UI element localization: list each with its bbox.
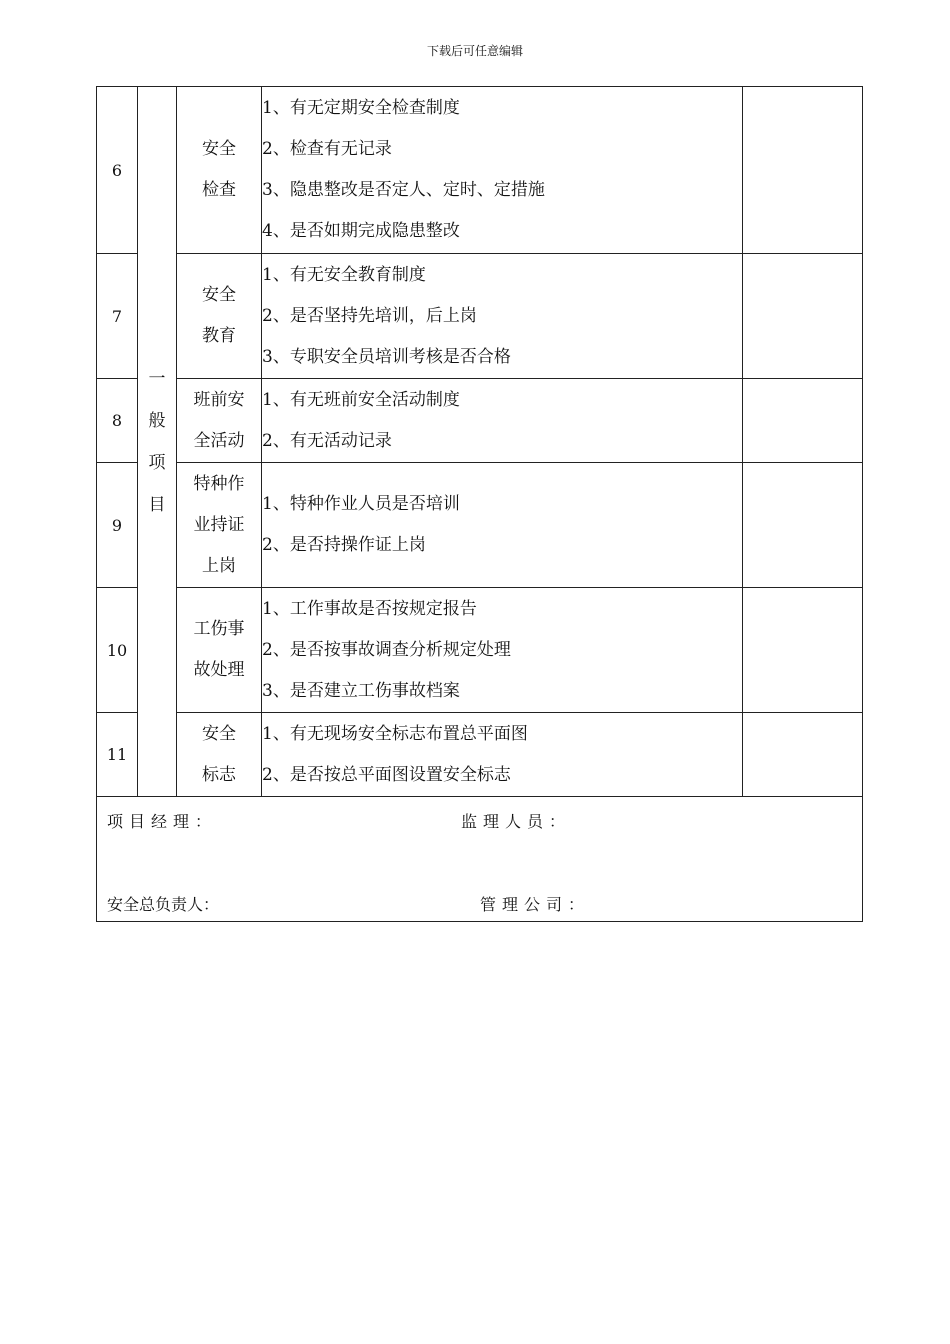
item-cell: [177, 87, 262, 254]
content-line: 1、有无定期安全检查制度: [262, 98, 460, 118]
table-row: [97, 87, 863, 254]
content-line: 1、有无现场安全标志布置总平面图: [262, 723, 528, 744]
result-cell: [743, 87, 863, 254]
table-row: [97, 463, 863, 588]
item-label: 班前安: [193, 389, 245, 410]
item-label: 教育: [202, 326, 236, 346]
result-cell: [743, 254, 863, 379]
content-cell: [262, 87, 743, 254]
item-label: 业持证: [193, 514, 245, 535]
safety-check-table-wrapper: [96, 86, 862, 922]
content-line: 2、有无活动记录: [262, 430, 392, 451]
category-char: 一: [148, 368, 166, 389]
page-header-note: 下载后可任意编辑: [426, 44, 523, 58]
item-label: 检查: [202, 180, 236, 200]
item-label: 特种作: [193, 473, 245, 494]
category-char: 目: [148, 494, 166, 515]
item-label: 故处理: [193, 660, 245, 680]
result-cell: [743, 463, 863, 588]
content-line: 1、有无班前安全活动制度: [262, 389, 460, 410]
project-manager-label: 项目经理：: [107, 812, 218, 831]
content-line: 2、是否按事故调查分析规定处理: [262, 639, 511, 660]
item-cell: [177, 463, 262, 588]
supervisor-label: 监理人员：: [461, 812, 572, 831]
row-number: 10: [97, 588, 138, 713]
table-row: [97, 588, 863, 713]
item-label: 工伤事: [193, 619, 245, 639]
item-label: 安全: [202, 139, 236, 159]
item-cell: [177, 588, 262, 713]
item-label: 上岗: [202, 555, 236, 576]
safety-check-table: [96, 86, 863, 922]
content-line: 2、是否按总平面图设置安全标志: [262, 764, 511, 785]
management-company-label: 管理公司：: [480, 895, 591, 914]
item-label: 安全: [202, 723, 236, 744]
content-line: 3、是否建立工伤事故档案: [262, 680, 460, 701]
item-cell: [177, 254, 262, 379]
content-line: 2、是否持操作证上岗: [262, 535, 426, 555]
result-cell: [743, 588, 863, 713]
content-line: 2、检查有无记录: [262, 139, 392, 159]
table-row: [97, 254, 863, 379]
result-cell: [743, 713, 863, 797]
content-cell: [262, 379, 743, 463]
item-label: 标志: [202, 764, 236, 785]
row-number: 11: [97, 713, 138, 797]
item-label: 安全: [202, 285, 236, 305]
row-number: 6: [97, 87, 138, 254]
content-line: 3、隐患整改是否定人、定时、定措施: [262, 180, 545, 200]
item-cell: [177, 379, 262, 463]
content-cell: [262, 254, 743, 379]
row-number: 9: [97, 463, 138, 588]
content-line: 1、有无安全教育制度: [262, 264, 426, 285]
content-line: 1、特种作业人员是否培训: [262, 494, 460, 514]
content-line: 4、是否如期完成隐患整改: [262, 221, 460, 241]
content-cell: [262, 463, 743, 588]
category-cell: [138, 87, 177, 797]
result-cell: [743, 379, 863, 463]
item-label: 全活动: [193, 430, 245, 451]
row-number: 8: [97, 379, 138, 463]
signature-cell: [97, 797, 863, 922]
content-cell: [262, 588, 743, 713]
category-char: 项: [148, 452, 166, 473]
content-line: 2、是否坚持先培训，后上岗: [262, 305, 477, 326]
table-row: [97, 713, 863, 797]
row-number: 7: [97, 254, 138, 379]
category-char: 般: [148, 410, 166, 431]
signature-box: [97, 797, 862, 921]
item-cell: [177, 713, 262, 797]
table-row: [97, 379, 863, 463]
signature-row: [97, 797, 863, 922]
safety-chief-label: 安全总负责人：: [107, 895, 220, 914]
content-cell: [262, 713, 743, 797]
content-line: 1、工作事故是否按规定报告: [262, 598, 477, 619]
content-line: 3、专职安全员培训考核是否合格: [262, 346, 511, 367]
